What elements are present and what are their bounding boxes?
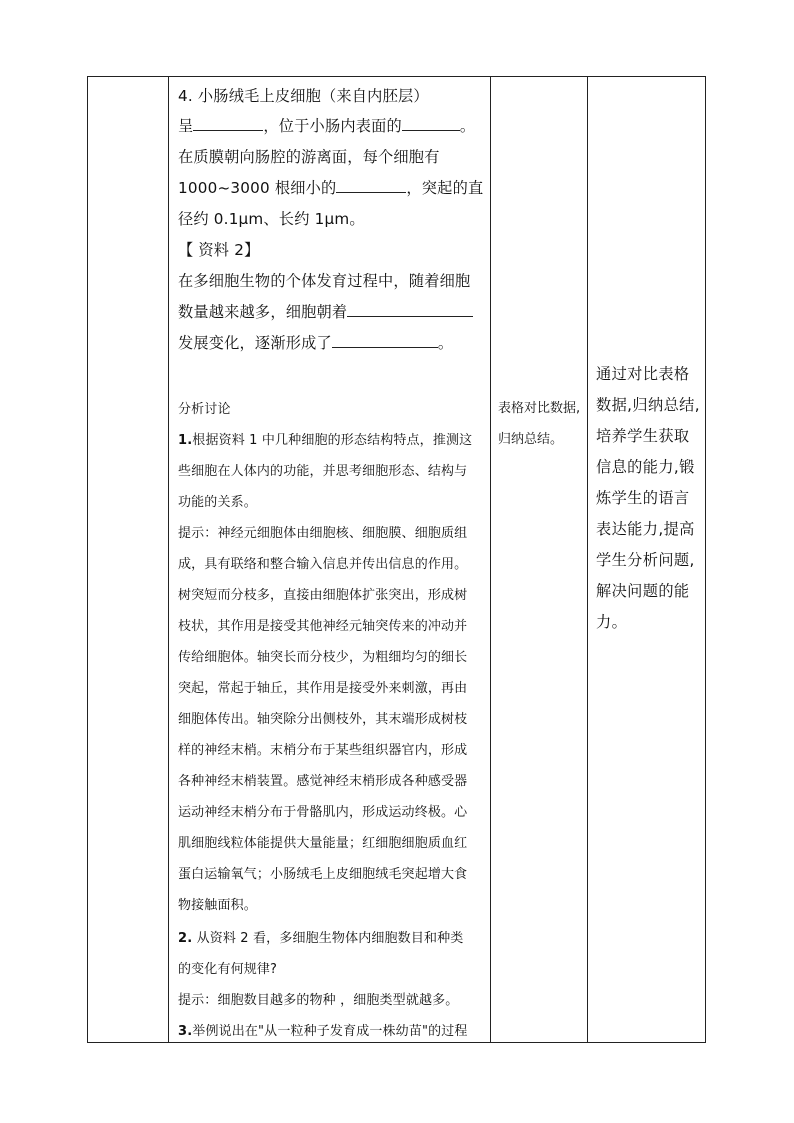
answer-blank xyxy=(336,179,406,193)
text-fragment: 。 xyxy=(437,334,454,352)
text-line: 在质膜朝向肠腔的游离面，每个细胞有 xyxy=(178,148,440,166)
hint-1-line: 物接触面积。 xyxy=(178,898,257,913)
hint-1-line: 蛋白运输氧气；小肠绒毛上皮细胞绒毛突起增大食 xyxy=(178,867,468,882)
column-divider xyxy=(587,77,588,1042)
empty-cell xyxy=(88,77,168,1042)
intent-line: 炼学生的语言 xyxy=(596,489,690,507)
text-line: 在多细胞生物的个体发育过程中，随着细胞 xyxy=(178,272,471,290)
hint-1-line: 提示：神经元细胞体由细胞核、细胞膜、细胞质组 xyxy=(178,526,468,541)
text-fragment: 举例说出在"从一粒种子发育成一株幼苗"的过程 xyxy=(192,1024,468,1039)
hint-1-line: 细胞体传出。轴突除分出侧枝外，其末端形成树枝 xyxy=(178,712,468,727)
text-line: 的变化有何规律? xyxy=(178,962,278,977)
text-fragment: 数量越来越多，细胞朝着 xyxy=(178,303,348,321)
hint-1-line: 样的神经末梢。末梢分布于某些组织器官内，形成 xyxy=(178,743,468,758)
heading-cell-type: 4. 小肠绒毛上皮细胞（来自内胚层） xyxy=(178,87,429,105)
column-divider xyxy=(490,77,491,1042)
hint-1-line: 肌细胞线粒体能提供大量能量；红细胞细胞质血红 xyxy=(178,836,468,851)
intent-line: 表达能力,提高 xyxy=(596,520,695,538)
intent-line: 学生分析问题, xyxy=(596,551,695,569)
answer-blank xyxy=(402,117,460,131)
question-number: 1. xyxy=(178,433,193,448)
answer-blank xyxy=(347,303,473,317)
text-line: 些细胞在人体内的功能，并思考细胞形态、结构与 xyxy=(178,464,468,479)
column-divider xyxy=(168,77,169,1042)
fill-blank-line xyxy=(178,332,453,353)
question-number: 2. xyxy=(178,931,193,946)
question-3 xyxy=(178,1020,468,1039)
intent-line: 信息的能力,锻 xyxy=(596,458,695,476)
hint-1-line: 运动神经末梢分布于骨骼肌内，形成运动终极。心 xyxy=(178,805,468,820)
hint-1-line: 传给细胞体。轴突长而分枝少，为粗细均匀的细长 xyxy=(178,650,468,665)
intent-line: 培养学生获取 xyxy=(596,427,690,445)
text-fragment: 从资料 2 看，多细胞生物体内细胞数目和种类 xyxy=(192,931,464,946)
text-line: 径约 0.1μm、长约 1μm。 xyxy=(178,210,365,228)
text-fragment: 发展变化，逐渐形成了 xyxy=(178,334,332,352)
text-fragment: ，突起的直 xyxy=(406,179,484,197)
hint-1-line: 树突短而分枝多，直接由细胞体扩张突出，形成树 xyxy=(178,588,468,603)
intent-line: 通过对比表格 xyxy=(596,365,690,383)
intent-line: 解决问题的能 xyxy=(596,582,690,600)
question-2 xyxy=(178,927,463,946)
question-number: 3. xyxy=(178,1024,193,1039)
text-fragment: 。 xyxy=(459,117,476,135)
hint-1-line: 成，具有联络和整合输入信息并传出信息的作用。 xyxy=(178,557,468,572)
answer-blank xyxy=(332,334,438,348)
text-fragment: ，位于小肠内表面的 xyxy=(263,117,402,135)
hint-2: 提示：细胞数目越多的物种 ，细胞类型就越多。 xyxy=(178,993,459,1008)
fill-blank-line xyxy=(178,177,483,198)
intent-line: 数据,归纳总结, xyxy=(596,396,700,414)
method-line: 表格对比数据, xyxy=(498,401,581,416)
hint-1-line: 各种神经末梢装置。感觉神经末梢形成各种感受器 xyxy=(178,774,468,789)
question-1 xyxy=(178,429,472,448)
hint-1-line: 枝状，其作用是接受其他神经元轴突传来的冲动并 xyxy=(178,619,468,634)
reference-title: 【 资料 2】 xyxy=(178,241,260,259)
text-fragment: 1000~3000 根细小的 xyxy=(178,179,337,197)
hint-1-line: 突起，常起于轴丘，其作用是接受外来刺激，再由 xyxy=(178,681,468,696)
text-fragment: 呈 xyxy=(178,117,194,135)
discussion-title: 分析讨论 xyxy=(178,402,231,417)
fill-blank-line xyxy=(178,115,475,136)
lesson-plan-table xyxy=(87,76,706,1043)
intent-line: 力。 xyxy=(596,613,628,631)
fill-blank-line xyxy=(178,301,473,322)
method-line: 归纳总结。 xyxy=(498,432,564,447)
text-line: 功能的关系。 xyxy=(178,495,257,510)
text-fragment: 根据资料 1 中几种细胞的形态结构特点，推测这 xyxy=(192,433,473,448)
answer-blank xyxy=(193,117,263,131)
